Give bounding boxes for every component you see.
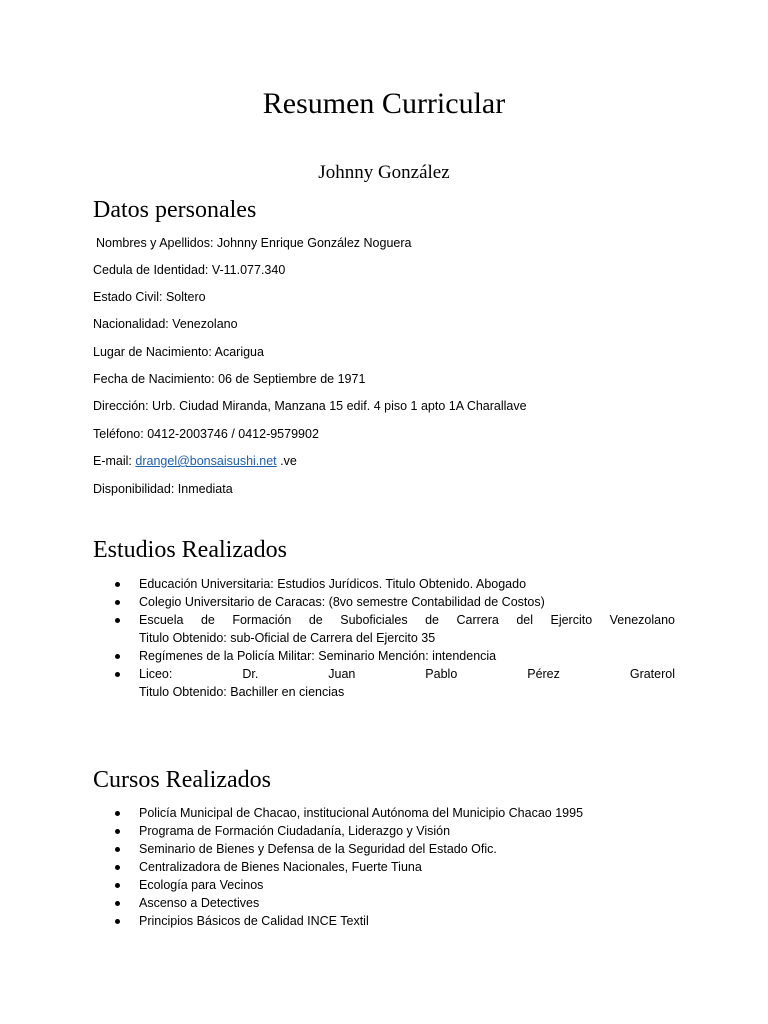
candidate-name: Johnny González xyxy=(318,162,450,183)
bullet-icon xyxy=(115,919,120,924)
field-value: Johnny Enrique González Noguera xyxy=(213,236,412,250)
field-value: Urb. Ciudad Miranda, Manzana 15 edif. 4 piso 1 apto 1A Charallave xyxy=(148,399,527,413)
field-label: Dirección: xyxy=(93,399,149,413)
field-full-name xyxy=(96,235,411,251)
list-item xyxy=(93,665,675,701)
field-value: Venezolano xyxy=(168,317,238,331)
section-heading-courses: Cursos Realizados xyxy=(93,767,271,793)
item-text: Escuela de Formación de Suboficiales de Carrera del Ejercito Venezolano xyxy=(139,613,675,627)
field-birthplace xyxy=(93,344,264,360)
item-text: Colegio Universitario de Caracas: (8vo semestre Contabilidad de Costos) xyxy=(139,595,545,609)
item-text: Regímenes de la Policía Militar: Seminario Mención: intendencia xyxy=(139,649,497,663)
field-nationality xyxy=(93,316,238,332)
list-item xyxy=(93,575,675,593)
list-item xyxy=(93,822,675,840)
field-label: E-mail: xyxy=(93,454,132,468)
field-label: Estado Civil: xyxy=(93,290,163,304)
field-value: 06 de Septiembre de 1971 xyxy=(214,372,366,386)
field-value: Acarigua xyxy=(211,345,264,359)
field-label: Disponibilidad: xyxy=(93,482,175,496)
bullet-icon xyxy=(115,865,120,870)
section-heading-studies: Estudios Realizados xyxy=(93,537,287,563)
list-item xyxy=(93,912,675,930)
list-item xyxy=(93,894,675,912)
section-heading-personal: Datos personales xyxy=(93,197,257,223)
item-text-continued: Titulo Obtenido: sub-Oficial de Carrera del Ejercito 35 xyxy=(139,631,436,645)
field-label: Teléfono: xyxy=(93,427,144,441)
bullet-icon xyxy=(115,582,120,587)
item-text: Seminario de Bienes y Defensa de la Seguridad del Estado Ofic. xyxy=(139,842,497,856)
item-text: Ecología para Vecinos xyxy=(139,878,264,892)
email-link[interactable]: drangel@bonsaisushi.net xyxy=(135,454,277,468)
field-label: Cedula de Identidad: xyxy=(93,263,209,277)
email-suffix: .ve xyxy=(276,454,297,468)
field-civil-status xyxy=(93,289,206,305)
document-title: Resumen Curricular xyxy=(262,87,506,120)
field-id-number xyxy=(93,262,285,278)
field-birthdate xyxy=(93,371,365,387)
bullet-icon xyxy=(115,600,120,605)
item-text: Educación Universitaria: Estudios Jurídicos. Titulo Obtenido. Abogado xyxy=(139,577,527,591)
item-text-continued: Titulo Obtenido: Bachiller en ciencias xyxy=(139,685,345,699)
field-email xyxy=(93,453,297,469)
bullet-icon xyxy=(115,811,120,816)
item-text: Principios Básicos de Calidad INCE Textil xyxy=(139,914,369,928)
item-text: Policía Municipal de Chacao, institucional Autónoma del Municipio Chacao 1995 xyxy=(139,806,584,820)
bullet-icon xyxy=(115,654,120,659)
courses-list xyxy=(93,804,675,930)
bullet-icon xyxy=(115,618,120,623)
list-item xyxy=(93,611,675,647)
list-item xyxy=(93,876,675,894)
item-text: Programa de Formación Ciudadanía, Liderazgo y Visión xyxy=(139,824,451,838)
item-text: Liceo: Dr. Juan Pablo Pérez Graterol xyxy=(139,667,675,681)
studies-list xyxy=(93,575,675,701)
field-availability xyxy=(93,481,233,497)
field-value: Inmediata xyxy=(174,482,233,496)
field-value: V-11.077.340 xyxy=(208,263,286,277)
list-item xyxy=(93,858,675,876)
item-text: Centralizadora de Bienes Nacionales, Fuerte Tiuna xyxy=(139,860,422,874)
bullet-icon xyxy=(115,847,120,852)
field-label: Nombres y Apellidos: xyxy=(96,236,214,250)
field-value: 0412-2003746 / 0412-9579902 xyxy=(143,427,319,441)
bullet-icon xyxy=(115,829,120,834)
field-address xyxy=(93,398,527,414)
field-label: Fecha de Nacimiento: xyxy=(93,372,215,386)
bullet-icon xyxy=(115,883,120,888)
item-text: Ascenso a Detectives xyxy=(139,896,260,910)
field-label: Nacionalidad: xyxy=(93,317,169,331)
field-label: Lugar de Nacimiento: xyxy=(93,345,212,359)
bullet-icon xyxy=(115,901,120,906)
field-value: Soltero xyxy=(162,290,206,304)
list-item xyxy=(93,647,675,665)
list-item xyxy=(93,840,675,858)
list-item xyxy=(93,593,675,611)
field-phone xyxy=(93,426,319,442)
list-item xyxy=(93,804,675,822)
bullet-icon xyxy=(115,672,120,677)
